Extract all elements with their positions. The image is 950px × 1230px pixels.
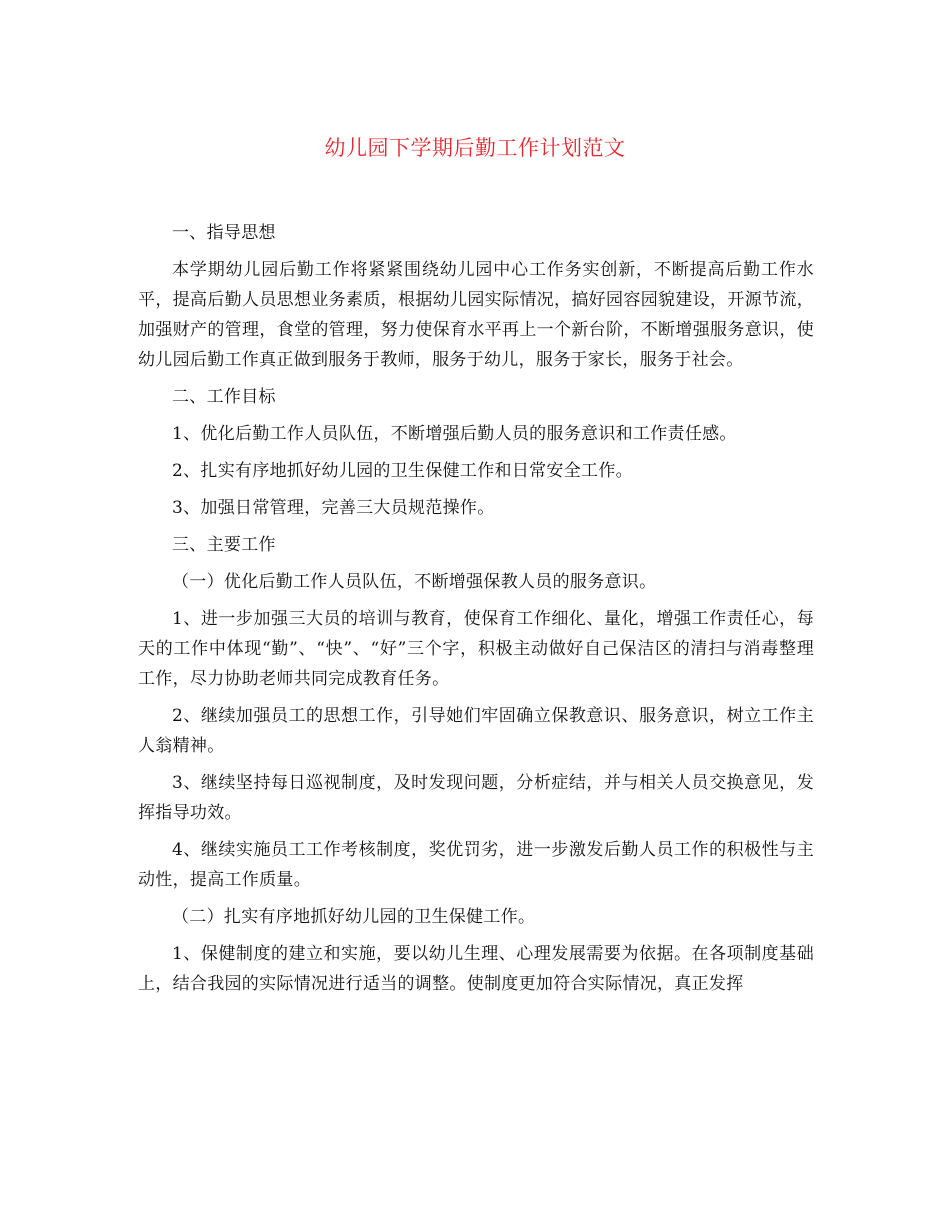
subsection-heading: （二）扎实有序地抓好幼儿园的卫生保健工作。 — [172, 907, 536, 927]
paragraph: 2、扎实有序地抓好幼儿园的卫生保健工作和日常安全工作。 — [172, 461, 633, 481]
document-body — [138, 218, 814, 1006]
section-heading-work-goals: 二、工作目标 — [172, 387, 276, 407]
paragraph: 4、继续实施员工工作考核制度，奖优罚劣，进一步激发后勤人员工作的积极性与主动性，提高工作质量。 — [138, 840, 814, 890]
section-heading-main-work: 三、主要工作 — [172, 535, 276, 555]
document-title: 幼儿园下学期后勤工作计划范文 — [324, 136, 626, 160]
paragraph: 3、继续坚持每日巡视制度，及时发现问题，分析症结，并与相关人员交换意见，发挥指导功效。 — [138, 773, 814, 823]
paragraph: 1、保健制度的建立和实施，要以幼儿生理、心理发展需要为依据。在各项制度基础上，结合我园的实际情况进行适当的调整。使制度更加符合实际情况，真正发挥 — [138, 944, 814, 994]
subsection-heading: （一）优化后勤工作人员队伍，不断增强保教人员的服务意识。 — [172, 572, 657, 592]
paragraph: 本学期幼儿园后勤工作将紧紧围绕幼儿园中心工作务实创新，不断提高后勤工作水平，提高后勤人员思想业务素质，根据幼儿园实际情况，搞好园容园貌建设，开源节流，加强财产的管理，食堂的管理，努力使保育水平再上一个新台阶，不断增强服务意识，使幼儿园后勤工作真正做到服务于教师，服务于幼儿，服务于家长，服务于社会。 — [138, 260, 814, 370]
paragraph: 2、继续加强员工的思想工作，引导她们牢固确立保教意识、服务意识，树立工作主人翁精神。 — [138, 706, 814, 756]
paragraph: 1、优化后勤工作人员队伍，不断增强后勤人员的服务意识和工作责任感。 — [172, 424, 737, 444]
paragraph: 3、加强日常管理，完善三大员规范操作。 — [172, 498, 495, 518]
section-heading-guiding-ideology: 一、指导思想 — [172, 223, 276, 243]
paragraph: 1、进一步加强三大员的培训与教育，使保育工作细化、量化，增强工作责任心，每天的工作中体现“勤”、“快”、“好”三个字，积极主动做好自己保洁区的清扫与消毒整理工作，尽力协助老师共同完成教育任务。 — [138, 609, 814, 689]
